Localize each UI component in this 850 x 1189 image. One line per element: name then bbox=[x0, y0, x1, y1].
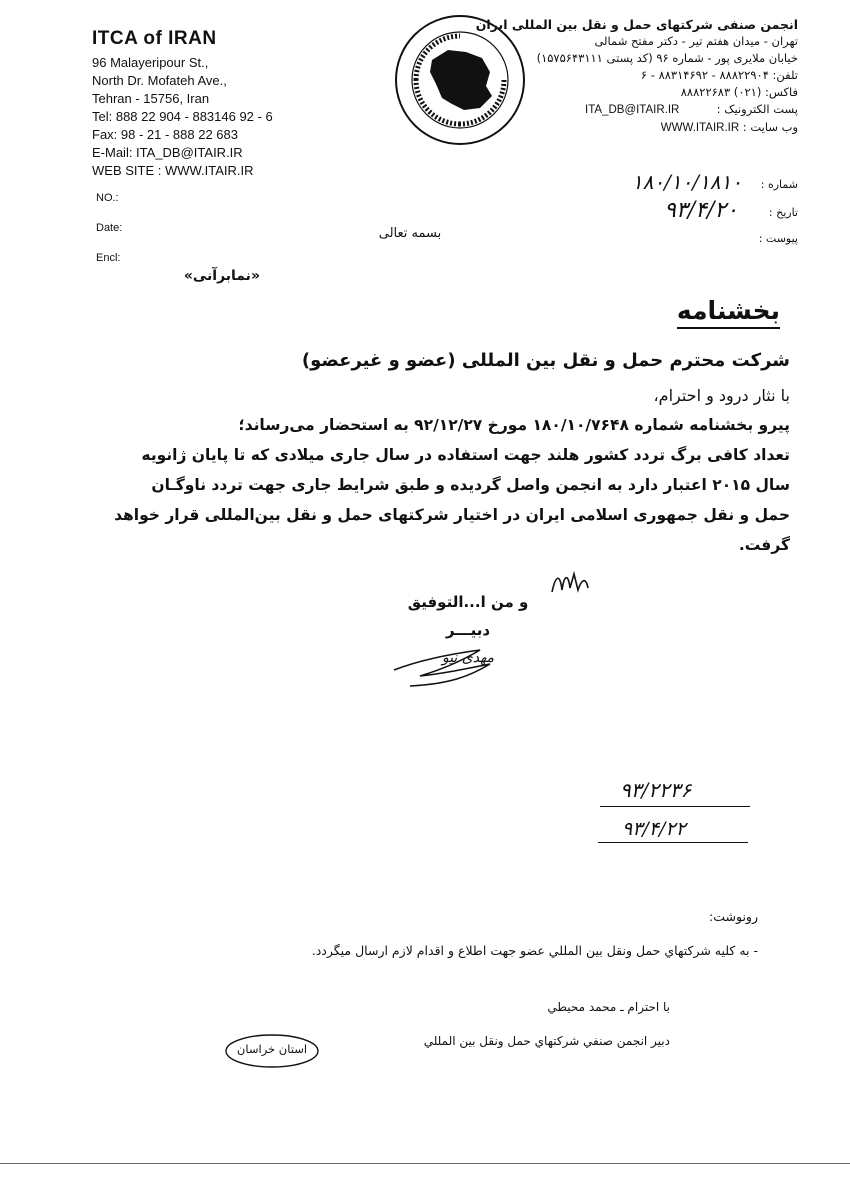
fax-en: Fax: 98 - 21 - 888 22 683 bbox=[92, 127, 238, 142]
encl-label-fa: پیوست : bbox=[758, 232, 798, 245]
handwritten-rule-2 bbox=[598, 842, 748, 843]
initials-scribble-icon bbox=[548, 568, 592, 598]
body-line-1: پیرو بخشنامه شماره ۱۸۰/۱۰/۷۶۴۸ مورخ ۹۲/۱۲/۲۷ به استحضار می‌رساند؛ bbox=[238, 416, 790, 434]
circular-title-block bbox=[677, 296, 780, 329]
website-en: WEB SITE : WWW.ITAIR.IR bbox=[92, 163, 254, 178]
org-name-en: ITCA of IRAN bbox=[92, 28, 217, 49]
address-line-1-fa: تهران - میدان هفتم تیر - دکتر مفتح شمالی bbox=[594, 34, 798, 48]
email-label-fa: پست الکترونیک : bbox=[716, 102, 798, 116]
email-en: E-Mail: ITA_DB@ITAIR.IR bbox=[92, 145, 243, 160]
number-label-fa: شماره : bbox=[760, 178, 798, 191]
letterhead-persian bbox=[475, 16, 798, 137]
signature bbox=[390, 640, 510, 690]
handwritten-rule-1 bbox=[600, 806, 750, 807]
address-line-2-fa: خیابان ملایری پور - شماره ۹۶ (کد پستی ۱۵۷۵۶۴۳۱۱۱) bbox=[536, 51, 798, 65]
no-label-en: NO.: bbox=[96, 192, 119, 204]
handwritten-date: ۹۳/۴/۲۲ bbox=[622, 818, 686, 840]
email-fa: ITA_DB@ITAIR.IR bbox=[585, 104, 680, 116]
cc-label: رونوشت: bbox=[709, 909, 758, 924]
body-line-4: حمل و نقل جمهوری اسلامی ایران در اختیار شرکتهای حمل و نقل بین‌المللی قرار خواهد bbox=[114, 506, 790, 524]
signer-name: مهدی نیو bbox=[441, 650, 495, 666]
date-label-en: Date: bbox=[96, 222, 123, 234]
address-line-3-en: Tehran - 15756, Iran bbox=[92, 91, 210, 106]
org-name-fa: انجمن صنفی شرکتهای حمل و نقل بین المللی ایران bbox=[475, 17, 798, 32]
closing-line-1: و من ا...التوفیق bbox=[407, 593, 529, 611]
signoff-line-2: دبير انجمن صنفي شركتهاي حمل ونقل بين المللي bbox=[423, 1034, 670, 1048]
greeting: با نثار درود و احترام، bbox=[653, 386, 790, 405]
carbon-copy bbox=[198, 900, 758, 968]
body-line-3: سال ۲۰۱۵ اعتبار دارد به انجمن واصل گردیده و طبق شرایط جاری جهت تردد ناوگـان bbox=[151, 476, 790, 494]
initials-mark bbox=[548, 568, 592, 602]
page-title: بخشنامه bbox=[676, 296, 780, 325]
letterhead-english bbox=[92, 28, 352, 180]
email-row-fa bbox=[478, 101, 798, 119]
website-row-fa bbox=[478, 119, 798, 137]
handwritten-number: ۹۳/۲۲۳۶ bbox=[620, 778, 692, 802]
fax-fa: فاکس: (۰۲۱) ۸۸۸۲۲۶۸۳ bbox=[680, 85, 798, 99]
date-label-fa: تاریخ : bbox=[768, 206, 798, 219]
footer-rule bbox=[0, 1163, 850, 1164]
body-line-5: گرفت. bbox=[738, 536, 790, 554]
address-line-2-en: North Dr. Mofateh Ave., bbox=[92, 73, 227, 88]
tel-fa: تلفن: ۸۸۸۲۲۹۰۴ - ۸۸۳۱۴۶۹۲ - ۶ bbox=[640, 68, 798, 82]
reference-number: ۱۸۰/۱۰/۱۸۱۰ bbox=[631, 170, 742, 194]
website-fa: WWW.ITAIR.IR bbox=[660, 122, 740, 134]
website-label-fa: وب سایت : bbox=[742, 120, 798, 134]
fax-note: «نمابرآنی» bbox=[183, 268, 260, 284]
body-paragraph bbox=[114, 410, 790, 560]
bismillah: بسمه تعالی bbox=[378, 226, 442, 241]
stamp-text: استان خراسان bbox=[236, 1042, 308, 1056]
title-underline bbox=[677, 327, 780, 329]
province-stamp bbox=[222, 1032, 322, 1070]
tel-en: Tel: 888 22 904 - 883146 92 - 6 bbox=[92, 109, 273, 124]
address-line-1-en: 96 Malayeripour St., bbox=[92, 55, 209, 70]
closing-line-2: دبیـــر bbox=[445, 621, 491, 639]
signature-scribble-icon bbox=[390, 640, 510, 690]
cc-line: - به كليه شركتهاي حمل ونقل بين المللي عضو جهت اطلاع و اقدام لازم ارسال ميگردد. bbox=[311, 943, 758, 958]
addressee: شرکت محترم حمل و نقل بین المللی (عضو و غیرعضو) bbox=[301, 350, 790, 371]
signoff-line-1: با احترام ـ محمد محيطي bbox=[547, 1000, 670, 1014]
body-line-2: تعداد کافی برگ تردد کشور هلند جهت استفاده در سال جاری میلادی که تا پایان ژانویه bbox=[141, 446, 790, 464]
letter-body bbox=[114, 346, 790, 560]
reference-date: ۹۳/۴/۲۰ bbox=[664, 198, 738, 223]
encl-label-en: Encl: bbox=[96, 252, 121, 264]
